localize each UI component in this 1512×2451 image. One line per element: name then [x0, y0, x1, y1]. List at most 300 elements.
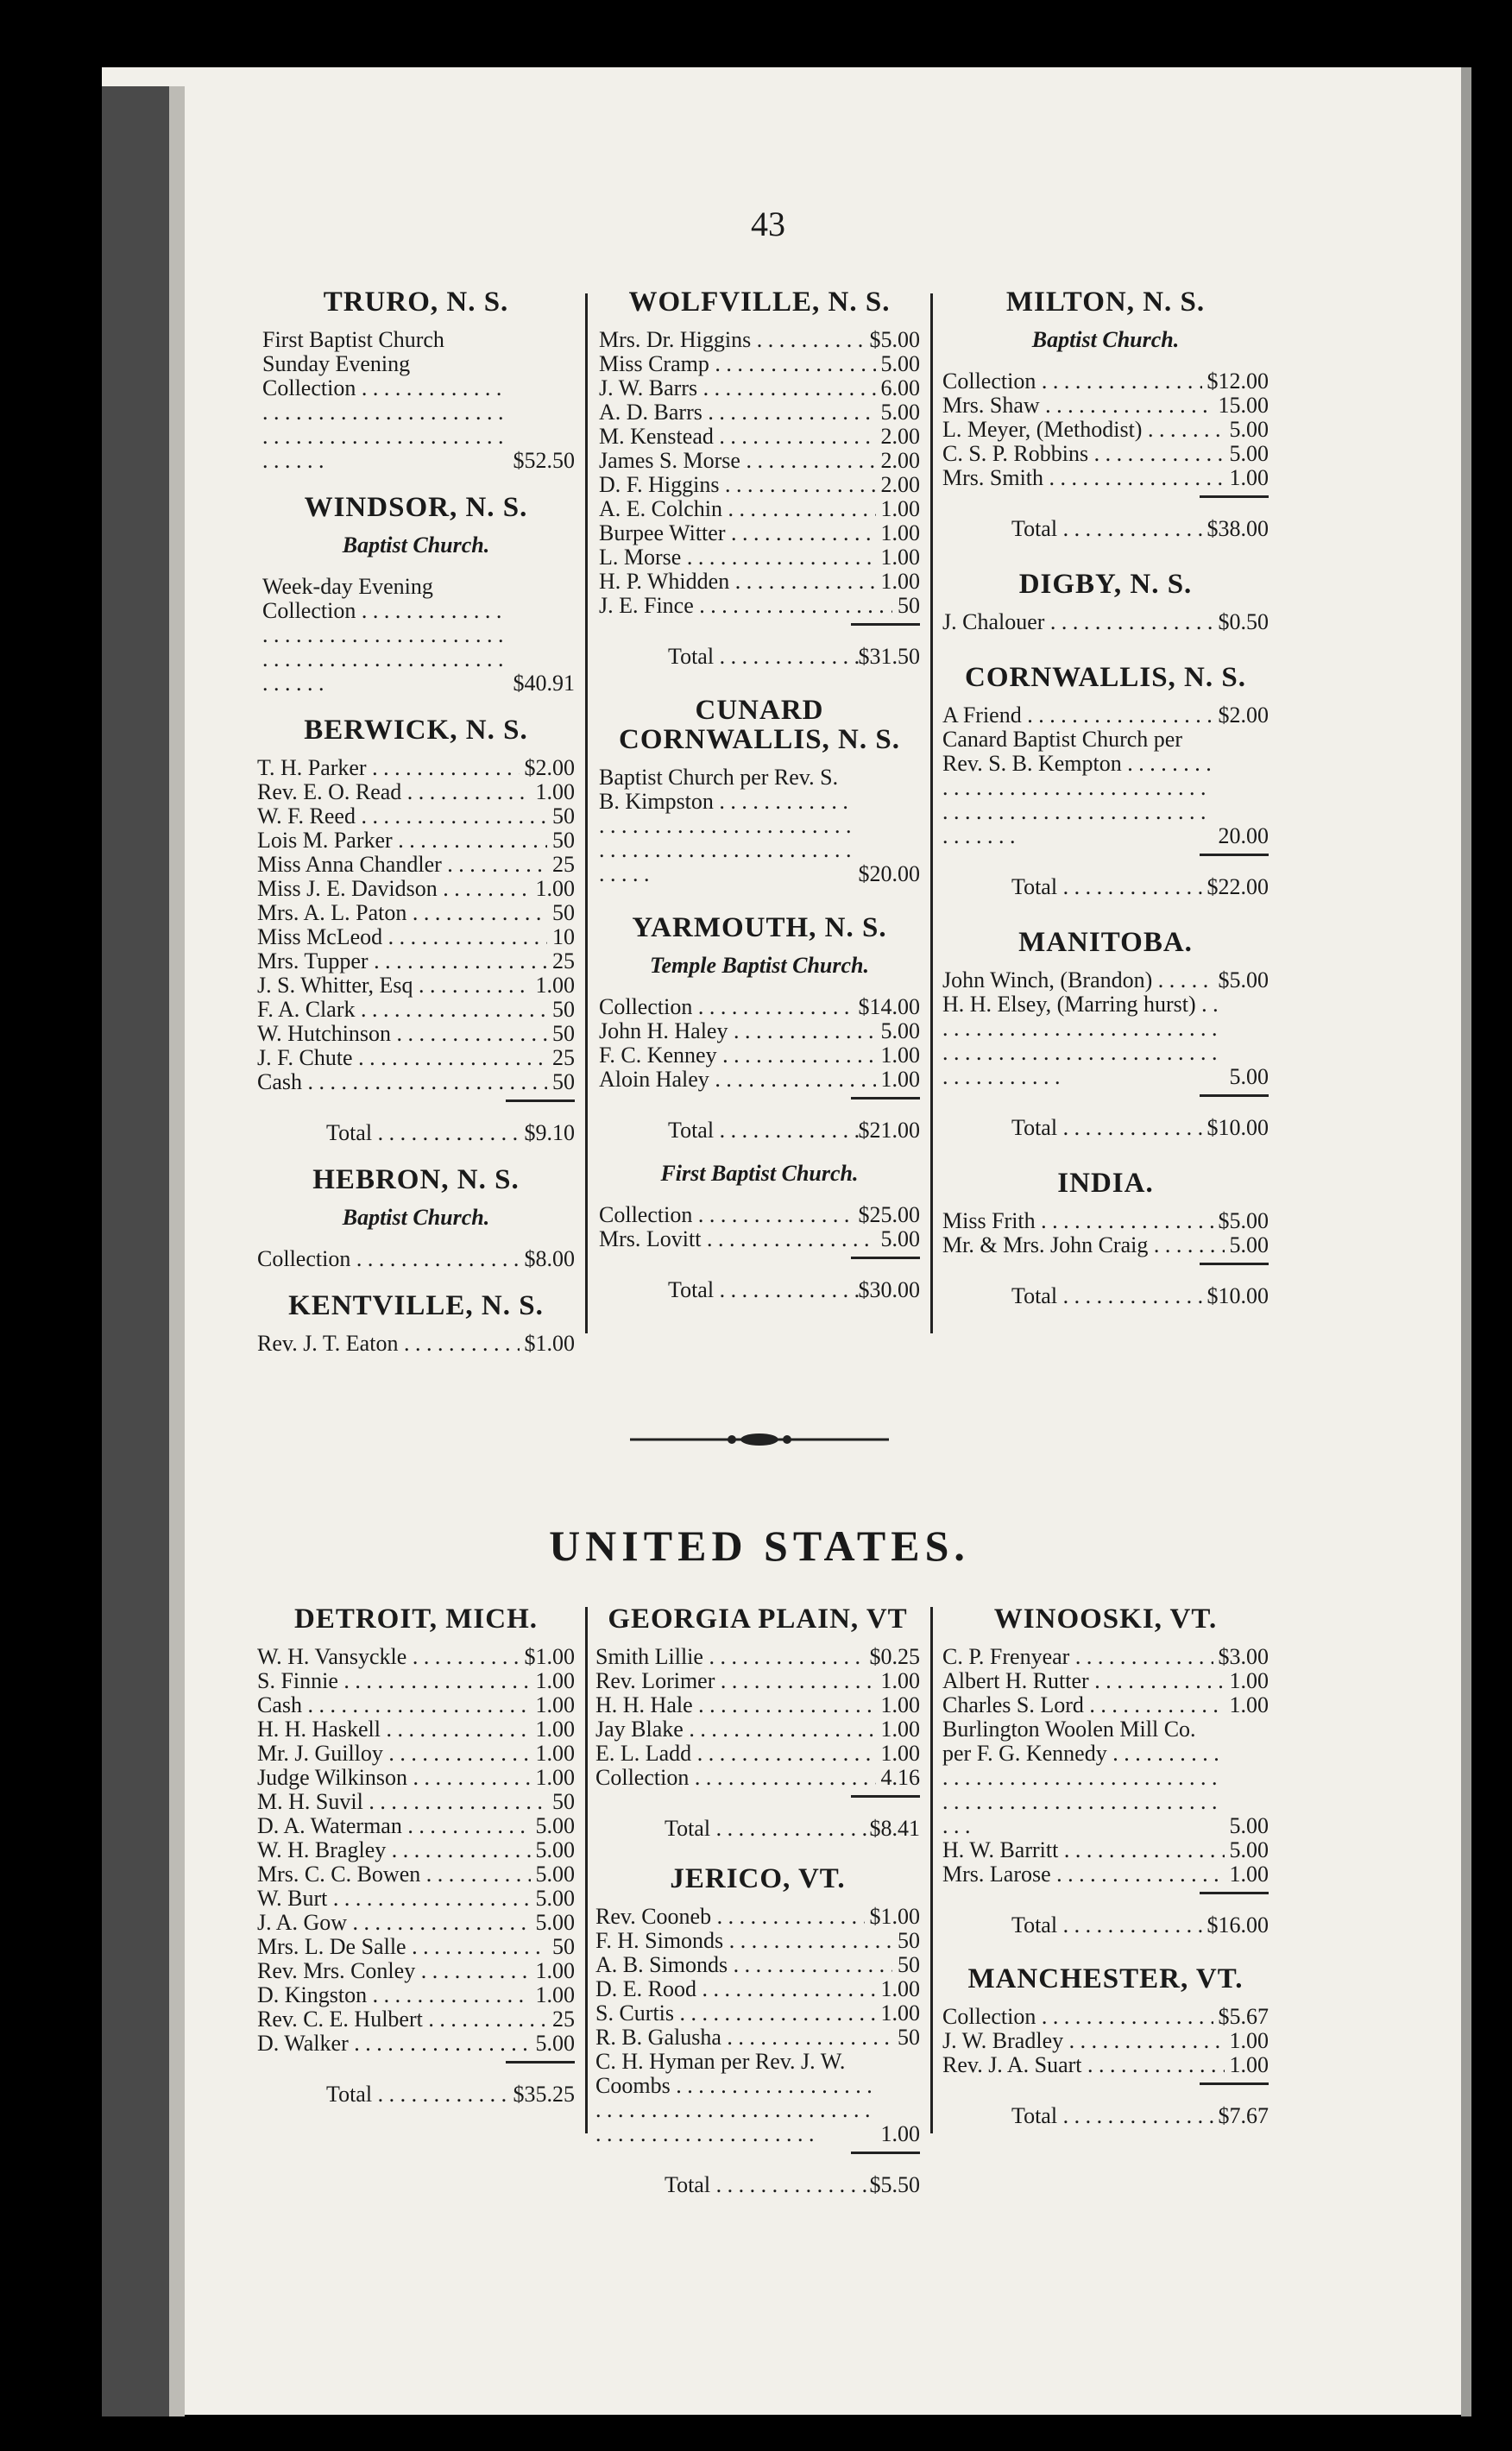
entry-row [595, 1645, 920, 1669]
entry-name: S. Curtis . . . [595, 2001, 876, 2026]
total-row [599, 1118, 920, 1143]
entry-row [257, 1790, 575, 1814]
total-amount: $38.00 [1206, 516, 1269, 541]
entry-row [257, 1693, 575, 1717]
column-rule [585, 1607, 588, 2133]
entry-row [257, 1717, 575, 1742]
entry-name: A. E. Colchin . . . [599, 497, 876, 521]
entry-name: D. Walker . . . [257, 2032, 531, 2056]
entry-amount: 10 [552, 924, 575, 949]
entry [599, 766, 920, 886]
entry-name: Mrs. Shaw . . . [942, 394, 1213, 418]
entry-text: Week-day Evening Collection . . . [262, 575, 508, 696]
total-amount: $9.10 [524, 1120, 575, 1145]
entry-name: W. H. Bragley . . . [257, 1838, 531, 1862]
total-rule [851, 1795, 920, 1798]
section-heading: YARMOUTH, N. S. [632, 912, 887, 943]
entry-row [599, 545, 920, 570]
entry-amount: 1.00 [880, 1717, 920, 1742]
entry-row [257, 1022, 575, 1046]
entry-row [942, 610, 1269, 634]
section-heading: WINDSOR, N. S. [304, 492, 528, 523]
entry-row [599, 1227, 920, 1251]
entry-amount: 5.00 [535, 1910, 575, 1935]
entry-amount: 5.00 [880, 1226, 920, 1251]
entry-row [257, 925, 575, 949]
total-row [942, 875, 1269, 899]
entry-name: Mrs. A. L. Paton . . . [257, 901, 547, 925]
entry-row [257, 1959, 575, 1983]
entry-amount: 2.00 [880, 424, 920, 449]
entry-row [595, 2026, 920, 2050]
entry-row [595, 1717, 920, 1742]
section-heading: BERWICK, N. S. [304, 715, 528, 746]
entry-amount: 1.00 [1229, 2052, 1269, 2077]
entry-row [599, 352, 920, 376]
entry-name: F. H. Simonds . . . [595, 1929, 892, 1953]
total-row [599, 645, 920, 669]
entry-name: Miss J. E. Davidson . . . [257, 877, 531, 901]
entry-name: T. H. Parker . . . [257, 756, 520, 780]
entry-name: W. Burt . . . [257, 1887, 531, 1911]
page-number: 43 [751, 205, 785, 243]
total-label: Total . . . [668, 1278, 859, 1302]
entry-amount: 2.00 [880, 448, 920, 473]
entry-amount: 1.00 [1229, 2028, 1269, 2053]
entry-row [257, 1862, 575, 1887]
entry-name: F. A. Clark . . . [257, 998, 547, 1022]
entry-row [257, 1742, 575, 1766]
entry-name: Albert H. Rutter . . . [942, 1669, 1225, 1693]
entry-row [257, 998, 575, 1022]
us-column-1 [257, 1604, 575, 2107]
total-label: Total . . . [1011, 517, 1207, 541]
section-subheading: Baptist Church. [1031, 327, 1180, 352]
entry-list [257, 756, 575, 1094]
entry-amount: $2.00 [524, 755, 575, 780]
entry-amount: 50 [552, 997, 575, 1022]
entry-amount: 25 [552, 1045, 575, 1070]
entry-name: Mrs. L. De Salle . . . [257, 1935, 547, 1959]
entry-row [257, 973, 575, 998]
entry-name: A. B. Simonds . . . [595, 1953, 892, 1977]
entry-name: John H. Haley . . . [599, 1019, 876, 1043]
entry-amount: 1.00 [535, 1741, 575, 1766]
entry-amount: $14.00 [858, 994, 920, 1019]
united-states-title: UNITED STATES. [549, 1522, 970, 1570]
entry-amount: 5.00 [1229, 1837, 1269, 1862]
entry-amount: $20.00 [858, 861, 920, 886]
entry-name: J. A. Gow . . . [257, 1911, 531, 1935]
entry-name: A. D. Barrs . . . [599, 400, 876, 425]
entry-name: H. H. Hale . . . [595, 1693, 876, 1717]
entry [595, 2050, 920, 2146]
entry-amount: 5.00 [1229, 441, 1269, 466]
entry-name: Smith Lillie . . . [595, 1645, 865, 1669]
entry-row [599, 328, 920, 352]
total-row [599, 1278, 920, 1302]
entry-name: Collection . . . [942, 2005, 1213, 2029]
entry-name: Mr. J. Guilloy . . . [257, 1742, 531, 1766]
entry-amount: 5.00 [535, 1837, 575, 1862]
entry-name: J. F. Chute . . . [257, 1046, 547, 1070]
entry-amount: $0.50 [1218, 609, 1269, 634]
section-heading: DIGBY, N. S. [1018, 569, 1193, 600]
entry-list [257, 1332, 575, 1356]
total-rule [851, 623, 920, 626]
total-row [942, 517, 1269, 541]
entry-name: Jay Blake . . . [595, 1717, 876, 1742]
entry-name: F. C. Kenney . . . [599, 1043, 876, 1068]
entry-name: Rev. Mrs. Conley . . . [257, 1959, 531, 1983]
entry-list [942, 1645, 1269, 1717]
total-rule [1200, 1892, 1269, 1894]
section-heading: WINOOSKI, VT. [993, 1604, 1218, 1635]
entry-name: Rev. J. T. Eaton . . . [257, 1332, 520, 1356]
entry-row [595, 1693, 920, 1717]
entry-row [595, 1953, 920, 1977]
entry-amount: $5.67 [1218, 2004, 1269, 2029]
entry-name: J. E. Fince . . . [599, 594, 892, 618]
entry-name: Cash . . . [257, 1693, 531, 1717]
total-amount: $21.00 [858, 1118, 920, 1143]
section-heading: WOLFVILLE, N. S. [628, 287, 891, 318]
entry-amount: 1.00 [535, 1717, 575, 1742]
entry-row [257, 1838, 575, 1862]
entry-amount: $8.00 [524, 1246, 575, 1271]
section-heading: CORNWALLIS, N. S. [965, 662, 1246, 693]
entry-name: Rev. Cooneb . . . [595, 1905, 865, 1929]
entry-name: Miss Cramp . . . [599, 352, 876, 376]
entry-amount: 1.00 [880, 520, 920, 545]
entry-row [257, 1669, 575, 1693]
total-row [257, 2082, 575, 2107]
entry-amount: $0.25 [869, 1644, 920, 1669]
total-amount: $22.00 [1206, 874, 1269, 899]
entry-row [942, 1862, 1269, 1887]
entry-text: First Baptist Church Sunday Evening Collection . . . [262, 328, 508, 473]
entry-name: J. W. Barrs . . . [599, 376, 876, 400]
entry-row [257, 1766, 575, 1790]
entry-name: D. F. Higgins . . . [599, 473, 876, 497]
entry-amount: 5.00 [535, 1886, 575, 1911]
section-heading: KENTVILLE, N. S. [288, 1290, 544, 1321]
entry-name: Charles S. Lord . . . [942, 1693, 1225, 1717]
entry-name: Aloin Haley . . . [599, 1068, 876, 1092]
total-label: Total . . . [665, 1817, 870, 1841]
entry-row [257, 1935, 575, 1959]
entry-name: M. Kenstead . . . [599, 425, 876, 449]
entry-row [942, 442, 1269, 466]
entry-amount: $5.00 [869, 327, 920, 352]
entry-row [599, 1043, 920, 1068]
entry-row [257, 1070, 575, 1094]
entry-amount: 5.00 [535, 1862, 575, 1887]
entry [942, 968, 1269, 992]
entry-text: Baptist Church per Rev. S. B. Kimpston . . . [599, 766, 854, 886]
entry-amount: 25 [552, 948, 575, 973]
entry-amount: $52.50 [513, 448, 575, 473]
entry-amount: 2.00 [880, 472, 920, 497]
entry-name: L. Meyer, (Methodist) . . . [942, 418, 1225, 442]
entry-amount: 50 [552, 1934, 575, 1959]
entry-name: A Friend . . . [942, 703, 1213, 728]
total-rule [851, 1097, 920, 1099]
entry-name: W. Hutchinson . . . [257, 1022, 547, 1046]
total-label: Total . . . [1011, 1913, 1207, 1937]
entry-amount: 1.00 [880, 545, 920, 570]
entry-amount: 4.16 [880, 1765, 920, 1790]
total-row [595, 2173, 920, 2197]
entry-amount: $3.00 [1218, 1644, 1269, 1669]
entry-text: Burlington Woolen Mill Co. per F. G. Kennedy . . . [942, 1717, 1225, 1838]
entry-amount: 50 [898, 593, 920, 618]
entry-row [257, 1887, 575, 1911]
entry-amount: 5.00 [880, 351, 920, 376]
entry-name: C. S. P. Robbins . . . [942, 442, 1225, 466]
column-1 [257, 287, 575, 1356]
column-rule [930, 1607, 933, 2133]
section-heading: TRURO, N. S. [323, 287, 509, 318]
entry-name: D. Kingston . . . [257, 1983, 531, 2007]
entry-amount: 1.00 [1229, 1862, 1269, 1887]
entry-name: R. B. Galusha . . . [595, 2026, 892, 2050]
entry-row [257, 780, 575, 804]
section-heading: CORNWALLIS, N. S. [619, 724, 900, 755]
book-gutter [169, 86, 185, 2416]
entry [257, 328, 575, 473]
us-column-3 [942, 1604, 1269, 2128]
entry-row [257, 1645, 575, 1669]
total-rule [1200, 495, 1269, 498]
entry-name: J. Chalouer . . . [942, 610, 1213, 634]
entry-list [942, 1209, 1269, 1257]
entry-amount: 25 [552, 2007, 575, 2032]
entry-row [942, 1645, 1269, 1669]
entry [942, 1717, 1269, 1838]
section-subheading: Baptist Church. [342, 532, 490, 558]
entry-amount: 6.00 [880, 375, 920, 400]
total-amount: $10.00 [1206, 1283, 1269, 1308]
entry-list [599, 328, 920, 618]
total-row [942, 1913, 1269, 1937]
entry-amount: $5.00 [1218, 1208, 1269, 1233]
entry-row [257, 1911, 575, 1935]
entry-amount: 1.00 [1229, 465, 1269, 490]
entry-list [257, 1247, 575, 1271]
entry-row [257, 2007, 575, 2032]
entry-row [942, 1693, 1269, 1717]
entry-row [595, 1929, 920, 1953]
entry-row [942, 1209, 1269, 1233]
entry-amount: 1.00 [535, 1692, 575, 1717]
total-row [942, 2104, 1269, 2128]
entry-row [599, 425, 920, 449]
section-subheading: Baptist Church. [342, 1205, 490, 1230]
entry-amount: 5.00 [535, 2031, 575, 2056]
entry-amount: 5.00 [880, 1018, 920, 1043]
entry-name: Rev. C. E. Hulbert . . . [257, 2007, 547, 2032]
total-amount: $5.50 [869, 2172, 920, 2197]
entry-row [257, 853, 575, 877]
entry-row [599, 400, 920, 425]
entry-name: H. H. Haskell . . . [257, 1717, 531, 1742]
entry-amount: 50 [552, 1069, 575, 1094]
entry-row [599, 594, 920, 618]
entry-row [595, 1742, 920, 1766]
entry-amount: 1.00 [1229, 1692, 1269, 1717]
entry-name: Mrs. Tupper . . . [257, 949, 547, 973]
entry-row [942, 369, 1269, 394]
entry-name: Judge Wilkinson . . . [257, 1766, 531, 1790]
section-subheading: First Baptist Church. [660, 1161, 859, 1186]
entry-amount: 1.00 [535, 779, 575, 804]
entry-list [595, 1645, 920, 1790]
entry-row [257, 756, 575, 780]
section-heading: DETROIT, MICH. [294, 1604, 538, 1635]
entry-name: Miss Frith . . . [942, 1209, 1213, 1233]
entry-amount: 1.00 [880, 2121, 920, 2146]
entry-name: Collection . . . [257, 1247, 520, 1271]
total-rule [506, 2061, 575, 2064]
entry-name: James S. Morse . . . [599, 449, 876, 473]
entry-name: Mrs. Dr. Higgins . . . [599, 328, 865, 352]
entry-row [257, 901, 575, 925]
entry-row [257, 1332, 575, 1356]
entry-amount: 5.00 [1229, 1232, 1269, 1257]
entry-name: Rev. Lorimer . . . [595, 1669, 876, 1693]
total-rule [1200, 854, 1269, 856]
section-heading: GEORGIA PLAIN, VT [608, 1604, 908, 1635]
entry-row [257, 2032, 575, 2056]
entry-amount: 1.00 [880, 1043, 920, 1068]
entry-name: Cash . . . [257, 1070, 547, 1094]
entry-text: C. H. Hyman per Rev. J. W. Coombs . . . [595, 2050, 876, 2146]
entry-name: J. S. Whitter, Esq . . . [257, 973, 531, 998]
total-rule [1200, 1094, 1269, 1097]
entry-amount: 1.00 [535, 1982, 575, 2007]
entry-amount: 1.00 [880, 1741, 920, 1766]
entry-name: Rev. J. A. Suart . . . [942, 2053, 1225, 2077]
entry-name: W. F. Reed . . . [257, 804, 547, 829]
entry-list [257, 1645, 575, 2056]
entry-amount: 1.00 [880, 2000, 920, 2026]
total-label: Total . . . [1011, 875, 1207, 899]
entry-row [599, 1068, 920, 1092]
entry-row [257, 804, 575, 829]
book-spine [102, 86, 169, 2416]
entry-amount: 1.00 [535, 973, 575, 998]
entry-text: Canard Baptist Church per Rev. S. B. Kempton . . . [942, 728, 1213, 848]
total-row [942, 1116, 1269, 1140]
entry-name: John Winch, (Brandon) . . . [942, 968, 1213, 992]
entry-name: Miss McLeod . . . [257, 925, 547, 949]
entry-row [595, 1766, 920, 1790]
total-amount: $7.67 [1218, 2103, 1269, 2128]
entry-name: Collection . . . [942, 369, 1202, 394]
entry-name: C. P. Frenyear . . . [942, 1645, 1213, 1669]
entry-row [599, 473, 920, 497]
entry-amount: 1.00 [535, 1668, 575, 1693]
entry-row [942, 418, 1269, 442]
entry-row [942, 1669, 1269, 1693]
entry-amount: 1.00 [535, 876, 575, 901]
total-label: Total . . . [665, 2173, 870, 2197]
entry-list [595, 1905, 920, 2050]
entry-row [599, 995, 920, 1019]
entry-list [599, 995, 920, 1092]
section-subheading: Temple Baptist Church. [649, 953, 870, 978]
entry-row [257, 1983, 575, 2007]
section-heading: JERICO, VT. [670, 1863, 846, 1894]
entry [942, 728, 1269, 848]
entry-name: D. A. Waterman . . . [257, 1814, 531, 1838]
section-heading: MILTON, N. S. [1005, 287, 1206, 318]
total-row [595, 1817, 920, 1841]
section-heading: CUNARD [695, 695, 824, 726]
total-label: Total . . . [1011, 1284, 1207, 1308]
entry-text: H. H. Elsey, (Marring hurst) . . . [942, 992, 1225, 1089]
entry-row [595, 1669, 920, 1693]
entry-amount: 1.00 [535, 1958, 575, 1983]
entry-name: J. W. Bradley . . . [942, 2029, 1225, 2053]
entry-amount: 50 [898, 1952, 920, 1977]
entry-list [942, 2005, 1269, 2077]
entry-row [595, 1905, 920, 1929]
entry-list [599, 1203, 920, 1251]
entry-amount: $12.00 [1206, 369, 1269, 394]
entry-name: Mrs. Lovitt . . . [599, 1227, 876, 1251]
entry-list [942, 369, 1269, 490]
entry-name: Collection . . . [599, 1203, 854, 1227]
entry-row [942, 1838, 1269, 1862]
entry-amount: 5.00 [1229, 417, 1269, 442]
section-heading: MANCHESTER, VT. [967, 1963, 1244, 1994]
total-label: Total . . . [668, 1118, 859, 1143]
total-rule [851, 1257, 920, 1259]
entry-name: M. H. Suvil . . . [257, 1790, 547, 1814]
entry-name: D. E. Rood . . . [595, 1977, 876, 2001]
entry-amount: 50 [552, 900, 575, 925]
entry-name: Mrs. Smith . . . [942, 466, 1225, 490]
entry-amount: 5.00 [535, 1813, 575, 1838]
entry-row [942, 2005, 1269, 2029]
entry-row [595, 1977, 920, 2001]
entry-name: W. H. Vansyckle . . . [257, 1645, 520, 1669]
entry-row [942, 466, 1269, 490]
entry-name: Mrs. C. C. Bowen . . . [257, 1862, 531, 1887]
entry [942, 992, 1269, 1089]
total-rule [851, 2152, 920, 2154]
entry-amount: $1.00 [524, 1331, 575, 1356]
total-amount: $35.25 [513, 2082, 575, 2107]
total-label: Total . . . [326, 2082, 513, 2107]
entry-amount: 50 [552, 1021, 575, 1046]
entry-row [599, 570, 920, 594]
entry-row [942, 2029, 1269, 2053]
entry-name: Miss Anna Chandler . . . [257, 853, 547, 877]
us-column-2 [595, 1604, 920, 2197]
entry-row [599, 449, 920, 473]
total-amount: $30.00 [858, 1277, 920, 1302]
entry-name: L. Morse . . . [599, 545, 876, 570]
entry-amount: 5.00 [1229, 1813, 1269, 1838]
entry-list [942, 1838, 1269, 1887]
column-3 [942, 287, 1269, 1308]
entry-amount: 50 [552, 803, 575, 829]
total-label: Total . . . [668, 645, 859, 669]
entry-amount: $1.00 [869, 1904, 920, 1929]
